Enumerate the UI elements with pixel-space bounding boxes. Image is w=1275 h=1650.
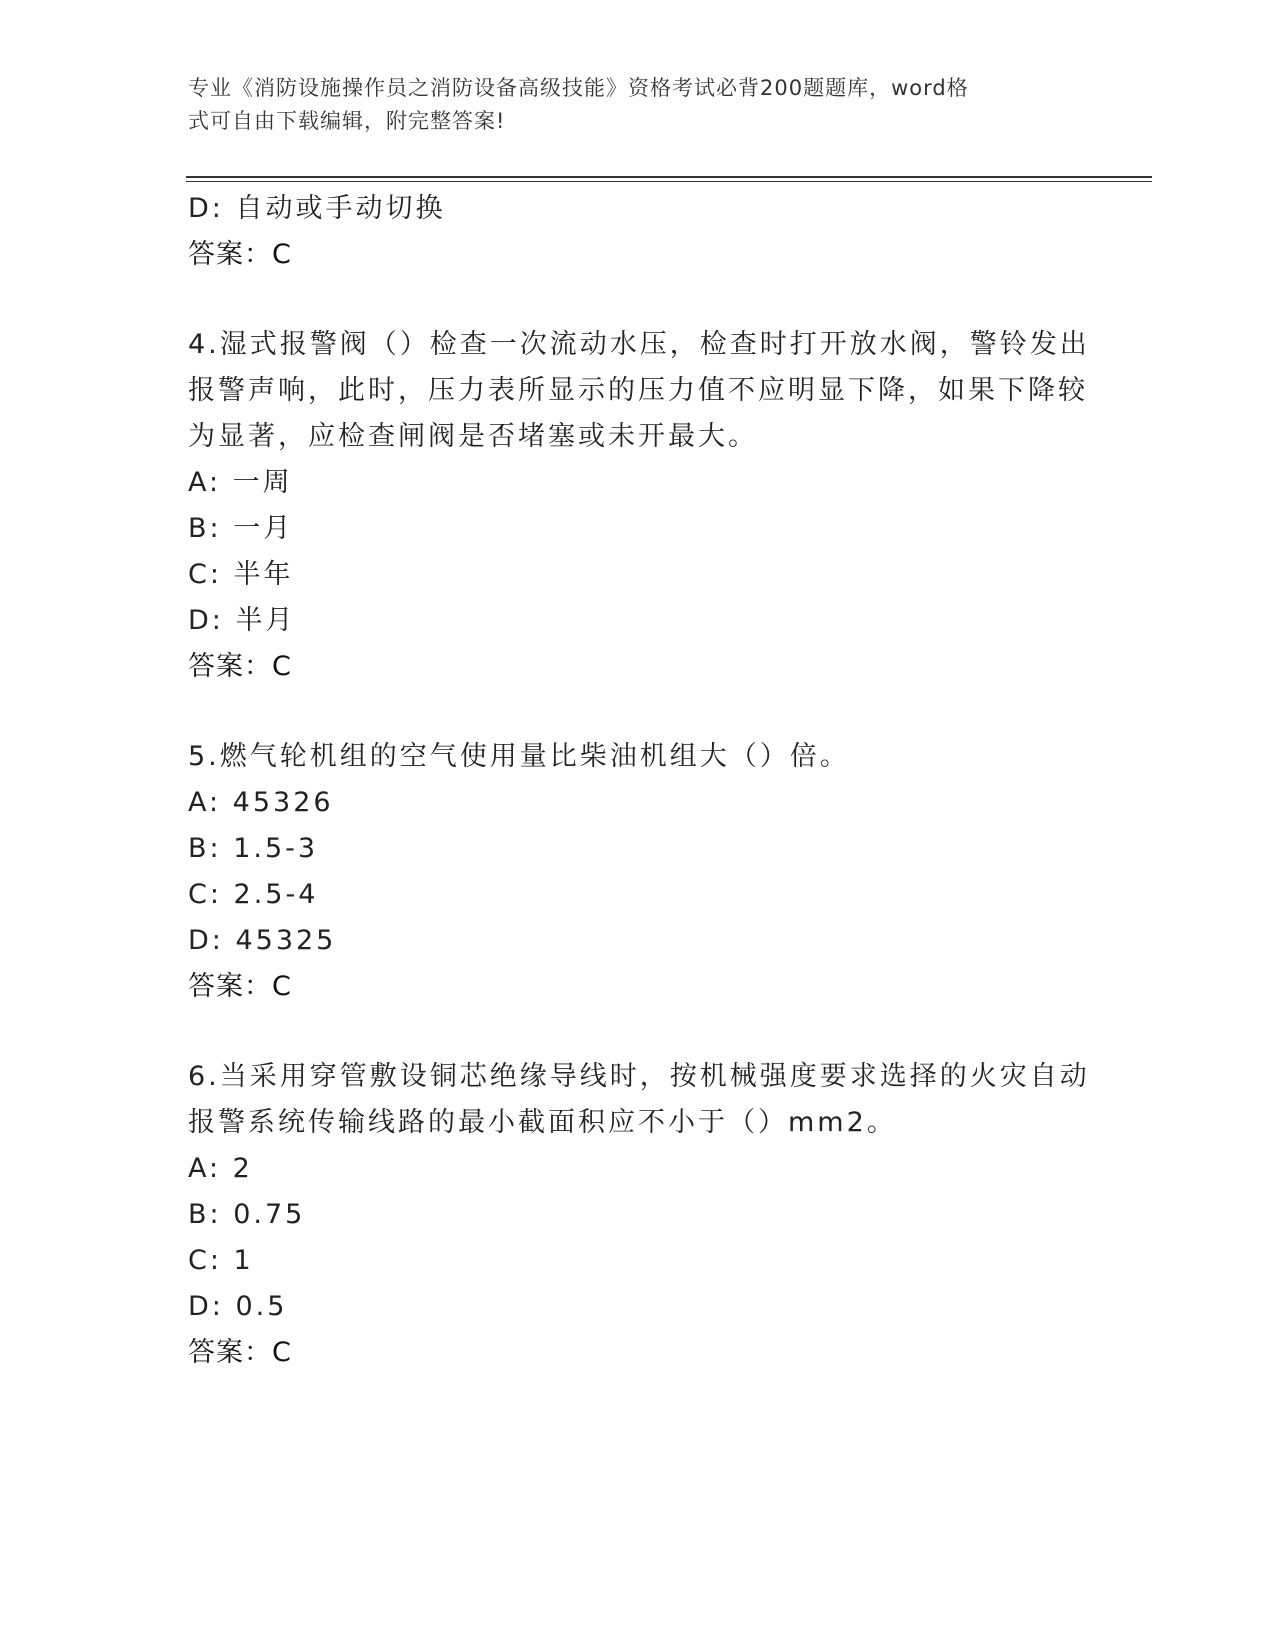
option-a: A: 2 [188, 1153, 253, 1184]
question-block [188, 186, 1088, 278]
answer-line [188, 232, 1088, 278]
answer-value: C [272, 971, 292, 1002]
option-c: C: 2.5-4 [188, 879, 319, 910]
answer-value: C [272, 1337, 292, 1368]
option-d: D: 0.5 [188, 1291, 288, 1322]
question-stem-line: 报警声响，此时，压力表所显示的压力值不应明显下降，如果下降较 [188, 375, 1088, 406]
option-b: B: 一月 [188, 513, 294, 544]
document-header [188, 72, 1068, 138]
option-b: B: 1.5-3 [188, 833, 319, 864]
question-stem-line: 6.当采用穿管敷设铜芯绝缘导线时，按机械强度要求选择的火灾自动 [188, 1061, 1090, 1092]
option-a: A: 一周 [188, 467, 293, 498]
option-d: D: 自动或手动切换 [188, 193, 446, 224]
header-line-2: 式可自由下载编辑，附完整答案! [188, 109, 506, 133]
answer-line [188, 1330, 1088, 1376]
header-divider-thin [186, 181, 1152, 182]
option-d: D: 45325 [188, 925, 337, 956]
question-block [188, 322, 1088, 690]
option-c: C: 1 [188, 1245, 254, 1276]
option-d: D: 半月 [188, 605, 296, 636]
question-stem-line: 为显著，应检查闸阀是否堵塞或未开最大。 [188, 421, 758, 452]
answer-line [188, 964, 1088, 1010]
header-divider-thick [186, 176, 1152, 178]
question-stem-line: 报警系统传输线路的最小截面积应不小于（）mm2。 [188, 1107, 897, 1138]
answer-label: 答案： [188, 971, 272, 1002]
question-stem-line: 4.湿式报警阀（）检查一次流动水压，检查时打开放水阀，警铃发出 [188, 329, 1090, 360]
header-line-1: 专业《消防设施操作员之消防设备高级技能》资格考试必背200题题库，word格 [188, 76, 969, 100]
option-a: A: 45326 [188, 787, 334, 818]
question-block [188, 1054, 1088, 1376]
answer-label: 答案： [188, 239, 272, 270]
question-list [188, 186, 1088, 1376]
answer-line [188, 644, 1088, 690]
answer-label: 答案： [188, 1337, 272, 1368]
option-c: C: 半年 [188, 559, 294, 590]
answer-value: C [272, 239, 292, 270]
question-stem-line: 5.燃气轮机组的空气使用量比柴油机组大（）倍。 [188, 741, 850, 772]
answer-label: 答案： [188, 651, 272, 682]
option-b: B: 0.75 [188, 1199, 306, 1230]
answer-value: C [272, 651, 292, 682]
question-block [188, 734, 1088, 1010]
